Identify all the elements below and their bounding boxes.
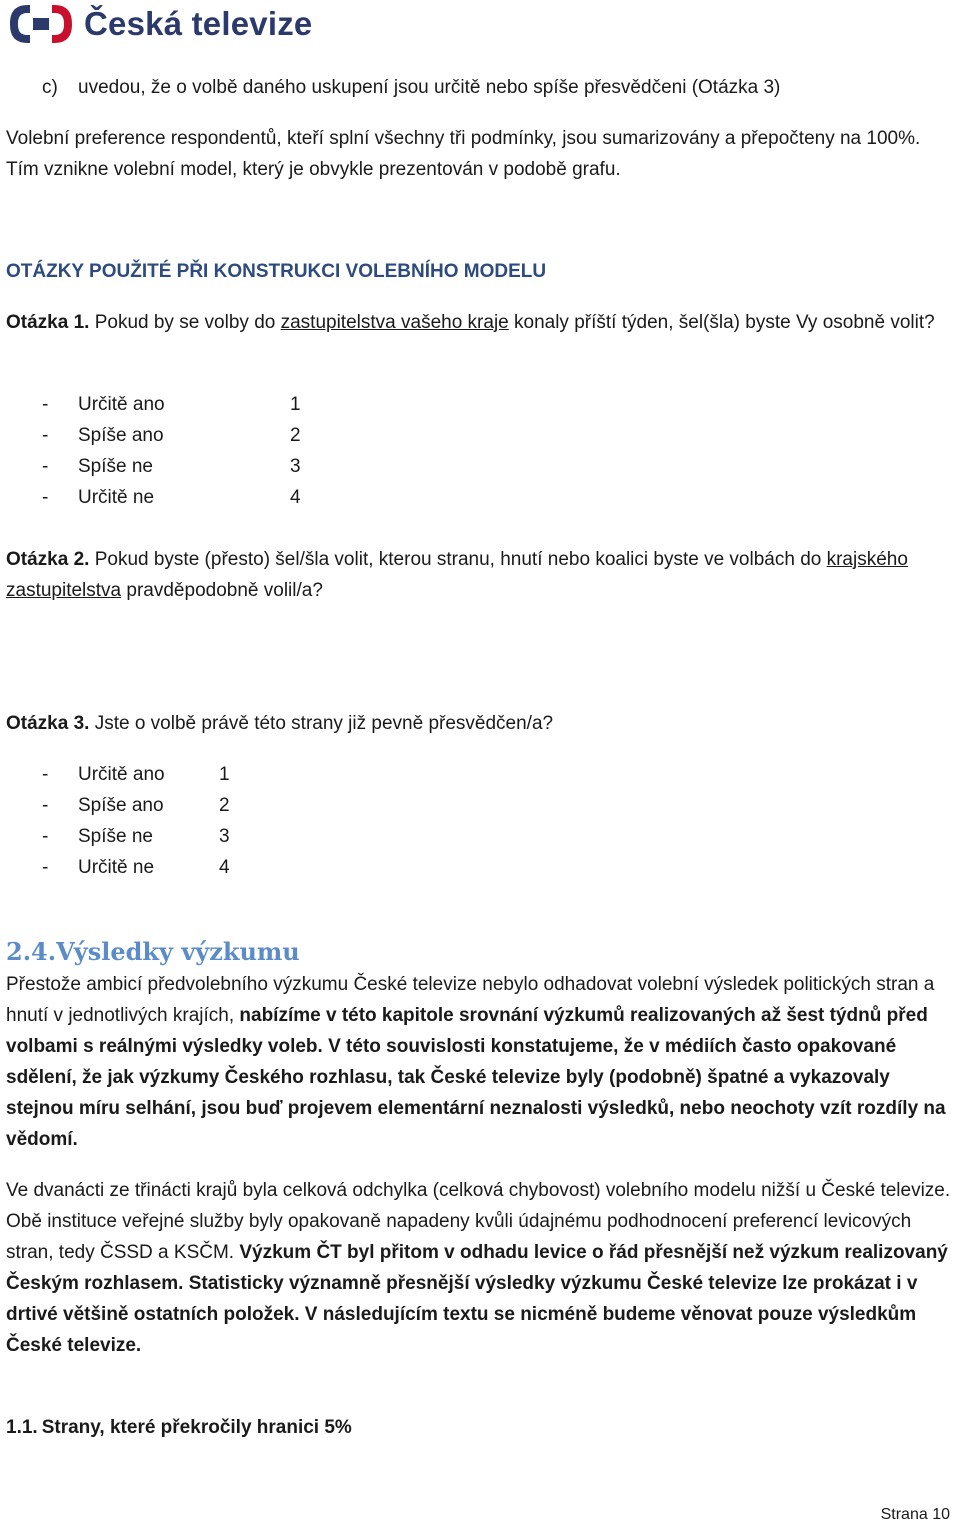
list-item-c: [42, 72, 58, 103]
option-dash: -: [42, 795, 49, 816]
q3-option: [0, 759, 400, 790]
option-dash: -: [42, 764, 49, 785]
results-paragraph-1: [6, 969, 956, 1155]
question-2-underlined: krajského zastupitelstva: [6, 549, 908, 601]
q1-option: [0, 420, 400, 451]
ct-logo-icon: [6, 1, 76, 47]
q3-option: [0, 821, 400, 852]
question-2-label: Otázka 2.: [6, 549, 90, 570]
option-dash: -: [42, 425, 49, 446]
option-code: 2: [290, 425, 301, 446]
list-item-c-text: uvedou, že o volbě daného uskupení jsou určitě nebo spíše přesvědčeni (Otázka 3): [78, 77, 781, 98]
subsection-heading: [6, 1412, 352, 1443]
section-heading: [6, 936, 300, 968]
header-logo: [6, 0, 312, 48]
option-code: 4: [290, 487, 301, 508]
option-code: 2: [219, 795, 230, 816]
option-label: Určitě ano: [78, 394, 165, 415]
option-dash: -: [42, 487, 49, 508]
option-label: Určitě ne: [78, 487, 155, 508]
paragraph-bold-text: nabízíme v této kapitole srovnání výzkumů realizovaných až šest týdnů před volbami s reálnými výsledky voleb. V této souvislosti konstatujeme, že v médiích často opakované sdělení, že jak výzkumy Českého rozhlasu, tak České televize byly (podobně) špatné a vykazovaly stejnou míru selhání, jsou buď projevem elementární neznalosti výsledků, nebo neochoty vzít rozdíly na vědomí.: [6, 1005, 946, 1150]
option-dash: -: [42, 456, 49, 477]
list-marker: c): [42, 77, 58, 98]
questions-heading: OTÁZKY POUŽITÉ PŘI KONSTRUKCI VOLEBNÍHO MODELU: [6, 261, 547, 282]
page-number: Strana 10: [880, 1506, 950, 1523]
question-3-label: Otázka 3.: [6, 713, 90, 734]
option-label: Spíše ne: [78, 456, 153, 477]
paragraph-normal-text: Přestože ambicí předvolebního výzkumu České televize nebylo odhadovat volební výsledek politických stran a hnutí v jednotlivých krajích,: [6, 974, 935, 1026]
paragraph-bold-text: Výzkum ČT byl přitom v odhadu levice o řád přesnější než výzkum realizovaný Českým rozhlasem. Statisticky významně přesnější výsledky výzkumu České televize lze prokázat i v drtivé většině ostatních položek. V následujícím textu se nicméně budeme věnovat pouze výsledkům České televize.: [6, 1242, 948, 1356]
option-code: 3: [290, 456, 301, 477]
question-1-label: Otázka 1.: [6, 312, 90, 333]
option-code: 1: [219, 764, 230, 785]
option-code: 4: [219, 857, 230, 878]
section-title: Výsledky výzkumu: [56, 937, 300, 966]
option-label: Spíše ano: [78, 795, 164, 816]
paragraph-normal-text: Ve dvanácti ze třinácti krajů byla celková odchylka (celková chybovost) volebního modelu nižší u České televize. Obě instituce veřejné služby byly opakovaně napadeny kvůli údajnému podhodnocení preferencí levicových stran, tedy ČSSD a KSČM.: [6, 1180, 951, 1263]
question-2-text-after: pravděpodobně volil/a?: [121, 580, 323, 601]
option-label: Spíše ne: [78, 826, 153, 847]
subsection-title: Strany, které překročily hranici 5%: [41, 1417, 352, 1438]
question-2-text-before: Pokud byste (přesto) šel/šla volit, kterou stranu, hnutí nebo koalici byste ve volbách do: [89, 549, 827, 570]
section-number: 2.4.: [6, 937, 57, 966]
question-3: [6, 708, 956, 739]
logo-text: Česká televize: [84, 5, 313, 42]
option-dash: -: [42, 394, 49, 415]
subsection-number: 1.1.: [6, 1417, 38, 1438]
question-1-text-after: konaly příští týden, šel(šla) byste Vy osobně volit?: [508, 312, 935, 333]
option-dash: -: [42, 826, 49, 847]
option-label: Určitě ne: [78, 857, 155, 878]
question-1-text-before: Pokud by se volby do: [89, 312, 281, 333]
question-1-underlined: zastupitelstva vašeho kraje: [280, 312, 509, 333]
question-1: [6, 307, 956, 338]
option-label: Spíše ano: [78, 425, 164, 446]
q3-option: [0, 790, 400, 821]
option-label: Určitě ano: [78, 764, 165, 785]
intro-paragraph: Volební preference respondentů, kteří splní všechny tři podmínky, jsou sumarizovány a přepočteny na 100%. Tím vznikne volební model, který je obvykle prezentován v podobě grafu.: [6, 128, 921, 180]
option-dash: -: [42, 857, 49, 878]
q1-option: [0, 482, 400, 513]
results-paragraph-2: [6, 1175, 956, 1361]
question-2: [6, 544, 956, 606]
option-code: 1: [290, 394, 301, 415]
q1-option: [0, 451, 400, 482]
question-3-text: Jste o volbě právě této strany již pevně přesvědčen/a?: [89, 713, 554, 734]
q1-option: [0, 389, 400, 420]
option-code: 3: [219, 826, 230, 847]
q3-option: [0, 852, 400, 883]
